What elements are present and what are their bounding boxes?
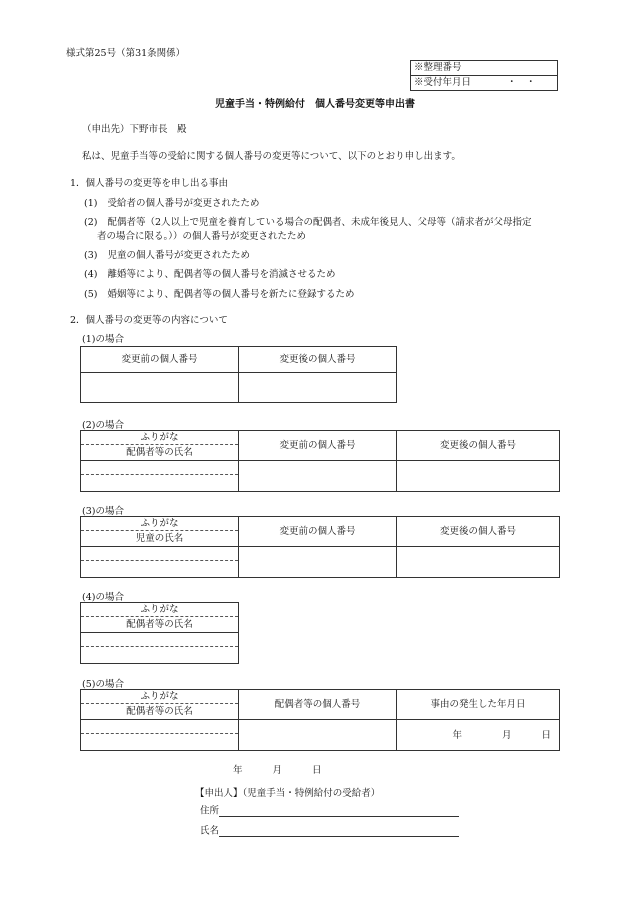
case5-table xyxy=(80,689,560,751)
case2-table xyxy=(80,430,560,492)
addressee: （申出先）下野市長 殿 xyxy=(82,124,187,135)
case3-label: (3)の場合 xyxy=(82,506,124,517)
section1-heading: 1．個人番号の変更等を申し出る事由 xyxy=(70,178,229,189)
furigana-header: ふりがな xyxy=(81,603,239,617)
name-input[interactable] xyxy=(81,734,239,751)
office-row-label: ※整理番号 xyxy=(411,61,558,76)
year-label: 年 xyxy=(452,730,462,742)
name-header: 配偶者等の氏名 xyxy=(81,617,239,633)
name-header: 児童の氏名 xyxy=(81,531,239,547)
intro-text: 私は、児童手当等の受給に関する個人番号の変更等について、以下のとおり申し出ます。 xyxy=(82,151,461,162)
before-number-input[interactable] xyxy=(239,547,397,578)
after-number-input[interactable] xyxy=(397,461,560,492)
reason-item: (4) 離婚等により、配偶者等の個人番号を消滅させるため xyxy=(84,269,336,280)
furigana-input[interactable] xyxy=(81,547,239,561)
form-number: 様式第25号（第31条関係） xyxy=(66,48,186,59)
name-input[interactable] xyxy=(81,647,239,664)
name-row xyxy=(200,825,459,837)
reason-item-continued: 者の場合に限る。））の個人番号が変更されたため xyxy=(97,231,307,242)
event-date-header: 事由の発生した年月日 xyxy=(397,690,560,720)
after-number-input[interactable] xyxy=(239,373,397,403)
day-label: 日 xyxy=(312,765,322,776)
case5-label: (5)の場合 xyxy=(82,679,124,690)
furigana-header: ふりがな xyxy=(81,431,239,445)
page-title: 児童手当・特例給付 個人番号変更等申出書 xyxy=(215,99,415,110)
before-number-header: 変更前の個人番号 xyxy=(239,431,397,461)
case4-label: (4)の場合 xyxy=(82,592,124,603)
day-label: 日 xyxy=(541,730,551,742)
spouse-number-input[interactable] xyxy=(239,720,397,751)
submission-date[interactable] xyxy=(233,765,322,776)
before-number-header: 変更前の個人番号 xyxy=(239,517,397,547)
before-number-header: 変更前の個人番号 xyxy=(81,347,239,373)
case2-label: (2)の場合 xyxy=(82,420,124,431)
applicant-name-input[interactable] xyxy=(219,825,459,837)
before-number-input[interactable] xyxy=(81,373,239,403)
event-date-input[interactable] xyxy=(397,720,560,751)
case4-table xyxy=(80,602,239,664)
address-label: 住所 xyxy=(200,805,220,817)
after-number-input[interactable] xyxy=(397,547,560,578)
case1-table xyxy=(80,346,397,403)
year-label: 年 xyxy=(233,765,243,776)
reason-item: (3) 児童の個人番号が変更されたため xyxy=(84,250,250,261)
office-row-label: ※受付年月日 ・ ・ xyxy=(411,76,558,91)
case1-label: (1)の場合 xyxy=(82,334,124,345)
furigana-input[interactable] xyxy=(81,633,239,647)
after-number-header: 変更後の個人番号 xyxy=(239,347,397,373)
month-label: 月 xyxy=(501,730,512,742)
after-number-header: 変更後の個人番号 xyxy=(397,517,560,547)
reason-item: (2) 配偶者等（2人以上で児童を養育している場合の配偶者、未成年後見人、父母等（請求者が父母指定 xyxy=(84,217,532,228)
furigana-input[interactable] xyxy=(81,461,239,475)
applicant-heading: 【申出人】（児童手当・特例給付の受給者） xyxy=(195,788,381,799)
name-input[interactable] xyxy=(81,561,239,578)
before-number-input[interactable] xyxy=(239,461,397,492)
reason-item: (5) 婚姻等により、配偶者等の個人番号を新たに登録するため xyxy=(84,289,355,300)
spouse-number-header: 配偶者等の個人番号 xyxy=(239,690,397,720)
name-header: 配偶者等の氏名 xyxy=(81,704,239,720)
month-label: 月 xyxy=(272,765,283,776)
reason-item: (1) 受給者の個人番号が変更されたため xyxy=(84,198,260,209)
section2-heading: 2．個人番号の変更等の内容について xyxy=(70,315,228,326)
address-row xyxy=(200,805,459,817)
furigana-header: ふりがな xyxy=(81,690,239,704)
furigana-input[interactable] xyxy=(81,720,239,734)
after-number-header: 変更後の個人番号 xyxy=(397,431,560,461)
address-input[interactable] xyxy=(219,805,459,817)
name-input[interactable] xyxy=(81,475,239,492)
furigana-header: ふりがな xyxy=(81,517,239,531)
name-label: 氏名 xyxy=(200,825,220,837)
office-use-box xyxy=(410,60,558,91)
case3-table xyxy=(80,516,560,578)
name-header: 配偶者等の氏名 xyxy=(81,445,239,461)
